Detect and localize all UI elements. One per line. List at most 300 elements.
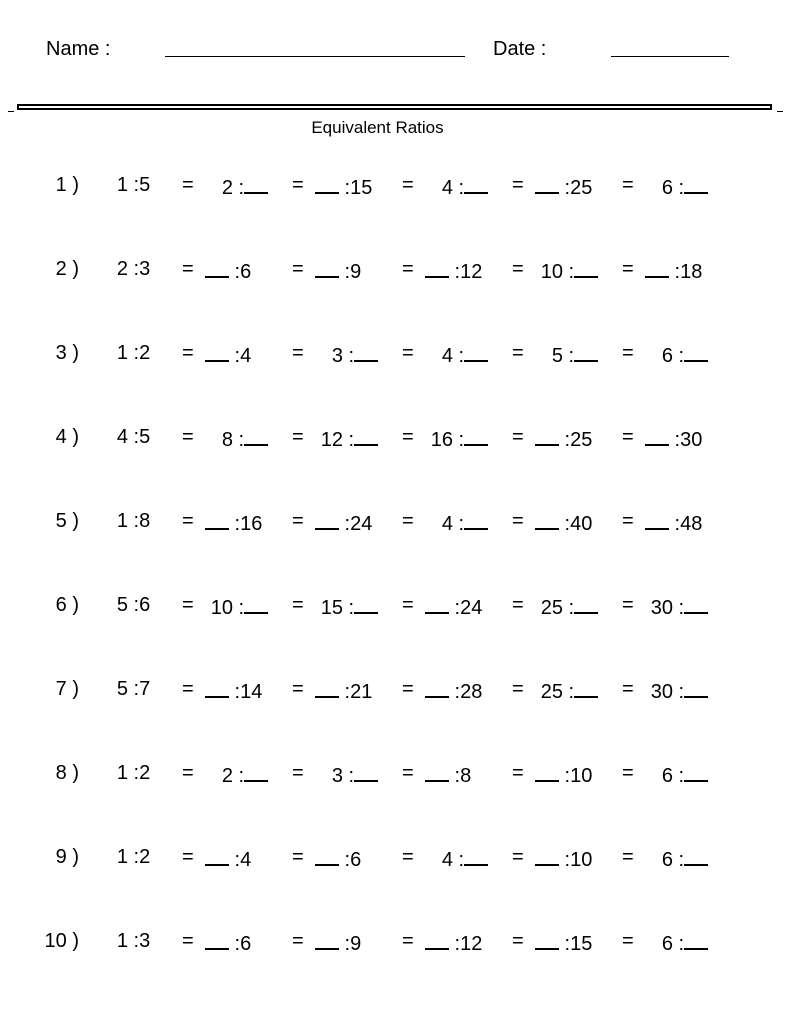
ratio-term: [205, 762, 268, 788]
colon-symbol: :: [339, 177, 351, 199]
ratio-term: [315, 930, 380, 956]
answer-blank[interactable]: [244, 426, 268, 446]
ratio-value: 6: [240, 261, 252, 283]
problem-row: [0, 930, 791, 960]
equals-symbol: =: [622, 342, 634, 364]
ratio-value: 25: [570, 429, 593, 451]
equals-symbol: =: [292, 846, 304, 868]
equals-symbol: =: [512, 762, 524, 784]
ratio-value: 10: [540, 261, 563, 283]
problem-number: 1 ): [55, 174, 79, 196]
answer-blank[interactable]: [205, 846, 229, 866]
ratio-term: [205, 510, 270, 536]
colon-symbol: :: [673, 933, 685, 955]
colon-symbol: :: [233, 177, 245, 199]
ratio-term: [425, 678, 490, 704]
ratio-term: [535, 342, 598, 368]
problem-row: [0, 594, 791, 624]
rule-tick-left: [8, 111, 14, 112]
answer-blank[interactable]: [684, 930, 708, 950]
problem-row: [0, 342, 791, 372]
answer-blank[interactable]: [205, 930, 229, 950]
problem-number: 6 ): [55, 594, 79, 616]
colon-symbol: :: [229, 513, 241, 535]
ratio-term: [100, 174, 169, 197]
answer-blank[interactable]: [354, 594, 378, 614]
problem-number: 5 ): [55, 510, 79, 532]
ratio-term: [100, 846, 169, 869]
answer-blank[interactable]: [535, 174, 559, 194]
answer-blank[interactable]: [315, 678, 339, 698]
colon-symbol: :: [559, 933, 571, 955]
answer-blank[interactable]: [244, 594, 268, 614]
answer-blank[interactable]: [574, 342, 598, 362]
ratio-term: [535, 846, 600, 872]
ratio-term: [535, 258, 598, 284]
name-field[interactable]: [165, 56, 465, 57]
equals-symbol: =: [402, 930, 414, 952]
colon-symbol: :: [673, 177, 685, 199]
ratio-value: 6: [139, 594, 151, 616]
colon-symbol: :: [229, 345, 241, 367]
ratio-term: [425, 846, 488, 872]
answer-blank[interactable]: [315, 510, 339, 530]
colon-symbol: :: [449, 261, 461, 283]
colon-symbol: :: [343, 765, 355, 787]
ratio-term: [100, 258, 169, 281]
equals-symbol: =: [622, 762, 634, 784]
colon-symbol: :: [343, 345, 355, 367]
ratio-term: [315, 342, 378, 368]
ratio-value: 12: [460, 261, 483, 283]
ratio-value: 40: [570, 513, 593, 535]
colon-symbol: :: [128, 174, 140, 196]
problem-number: 7 ): [55, 678, 79, 700]
ratio-value: 21: [350, 681, 373, 703]
ratio-value: 4: [441, 513, 453, 535]
ratio-term: [425, 594, 490, 620]
problem-number: 3 ): [55, 342, 79, 364]
date-field[interactable]: [611, 56, 729, 57]
ratio-value: 3: [331, 765, 343, 787]
problem-number: 9 ): [55, 846, 79, 868]
answer-blank[interactable]: [205, 258, 229, 278]
colon-symbol: :: [128, 342, 140, 364]
ratio-value: 4: [441, 177, 453, 199]
equals-symbol: =: [512, 174, 524, 196]
ratio-term: [645, 846, 708, 872]
equals-symbol: =: [512, 342, 524, 364]
equals-symbol: =: [182, 678, 194, 700]
ratio-value: 15: [570, 933, 593, 955]
equals-symbol: =: [622, 510, 634, 532]
ratio-term: [205, 678, 270, 704]
equals-symbol: =: [182, 594, 194, 616]
equals-symbol: =: [512, 594, 524, 616]
colon-symbol: :: [128, 762, 140, 784]
answer-blank[interactable]: [354, 342, 378, 362]
ratio-term: [100, 510, 169, 533]
ratio-term: [645, 510, 710, 536]
ratio-term: [100, 678, 169, 701]
ratio-term: [425, 930, 490, 956]
ratio-value: 28: [460, 681, 483, 703]
ratio-value: 16: [240, 513, 263, 535]
colon-symbol: :: [673, 345, 685, 367]
ratio-value: 4: [240, 849, 252, 871]
ratio-value: 5: [551, 345, 563, 367]
colon-symbol: :: [128, 594, 140, 616]
colon-symbol: :: [559, 177, 571, 199]
answer-blank[interactable]: [464, 846, 488, 866]
equals-symbol: =: [402, 342, 414, 364]
answer-blank[interactable]: [574, 258, 598, 278]
ratio-term: [315, 846, 380, 872]
ratio-term: [315, 594, 378, 620]
colon-symbol: :: [563, 681, 575, 703]
problem-number: 4 ): [55, 426, 79, 448]
ratio-value: 24: [350, 513, 373, 535]
equals-symbol: =: [182, 930, 194, 952]
ratio-value: 1: [116, 846, 128, 868]
colon-symbol: :: [339, 513, 351, 535]
rule-tick-right: [777, 111, 783, 112]
colon-symbol: :: [453, 429, 465, 451]
ratio-value: 4: [116, 426, 128, 448]
ratio-term: [645, 678, 708, 704]
ratio-term: [205, 930, 270, 956]
equals-symbol: =: [182, 846, 194, 868]
equals-symbol: =: [622, 930, 634, 952]
ratio-value: 3: [139, 258, 151, 280]
ratio-term: [205, 174, 268, 200]
answer-blank[interactable]: [464, 510, 488, 530]
colon-symbol: :: [559, 849, 571, 871]
answer-blank[interactable]: [574, 594, 598, 614]
colon-symbol: :: [233, 765, 245, 787]
colon-symbol: :: [669, 513, 681, 535]
colon-symbol: :: [449, 681, 461, 703]
colon-symbol: :: [229, 681, 241, 703]
colon-symbol: :: [673, 849, 685, 871]
ratio-value: 2: [139, 762, 151, 784]
ratio-term: [645, 594, 708, 620]
ratio-term: [100, 594, 169, 617]
equals-symbol: =: [402, 258, 414, 280]
ratio-term: [205, 426, 268, 452]
equals-symbol: =: [292, 762, 304, 784]
ratio-term: [315, 174, 380, 200]
equals-symbol: =: [512, 678, 524, 700]
ratio-term: [315, 678, 380, 704]
problem-number: 8 ): [55, 762, 79, 784]
colon-symbol: :: [128, 678, 140, 700]
ratio-term: [645, 426, 710, 452]
ratio-value: 2: [139, 342, 151, 364]
ratio-term: [425, 762, 490, 788]
answer-blank[interactable]: [464, 174, 488, 194]
colon-symbol: :: [339, 261, 351, 283]
colon-symbol: :: [343, 597, 355, 619]
colon-symbol: :: [229, 261, 241, 283]
ratio-value: 3: [139, 930, 151, 952]
ratio-term: [535, 594, 598, 620]
ratio-value: 48: [680, 513, 703, 535]
ratio-term: [315, 510, 380, 536]
ratio-value: 5: [139, 426, 151, 448]
ratio-value: 2: [116, 258, 128, 280]
answer-blank[interactable]: [684, 762, 708, 782]
equals-symbol: =: [622, 258, 634, 280]
colon-symbol: :: [128, 930, 140, 952]
ratio-value: 1: [116, 930, 128, 952]
ratio-value: 6: [350, 849, 362, 871]
ratio-value: 6: [661, 177, 673, 199]
ratio-term: [100, 342, 169, 365]
equals-symbol: =: [292, 930, 304, 952]
equals-symbol: =: [402, 426, 414, 448]
colon-symbol: :: [563, 345, 575, 367]
problem-row: [0, 426, 791, 456]
equals-symbol: =: [292, 594, 304, 616]
equals-symbol: =: [512, 510, 524, 532]
equals-symbol: =: [512, 846, 524, 868]
ratio-value: 24: [460, 597, 483, 619]
ratio-term: [535, 678, 598, 704]
ratio-term: [100, 762, 169, 785]
equals-symbol: =: [622, 426, 634, 448]
ratio-value: 30: [650, 597, 673, 619]
ratio-term: [425, 342, 488, 368]
answer-blank[interactable]: [535, 510, 559, 530]
ratio-term: [645, 174, 708, 200]
ratio-term: [535, 510, 600, 536]
equals-symbol: =: [292, 174, 304, 196]
problem-row: [0, 510, 791, 540]
ratio-value: 2: [139, 846, 151, 868]
answer-blank[interactable]: [684, 174, 708, 194]
ratio-term: [315, 762, 378, 788]
equals-symbol: =: [182, 342, 194, 364]
ratio-term: [535, 930, 600, 956]
equals-symbol: =: [292, 510, 304, 532]
ratio-term: [425, 426, 488, 452]
answer-blank[interactable]: [425, 762, 449, 782]
ratio-term: [425, 258, 490, 284]
colon-symbol: :: [128, 846, 140, 868]
equals-symbol: =: [292, 678, 304, 700]
ratio-term: [315, 258, 380, 284]
answer-blank[interactable]: [354, 762, 378, 782]
ratio-value: 25: [540, 681, 563, 703]
colon-symbol: :: [339, 849, 351, 871]
equals-symbol: =: [182, 258, 194, 280]
answer-blank[interactable]: [464, 426, 488, 446]
ratio-term: [425, 174, 488, 200]
ratio-value: 14: [240, 681, 263, 703]
answer-blank[interactable]: [205, 510, 229, 530]
equals-symbol: =: [512, 930, 524, 952]
answer-blank[interactable]: [205, 342, 229, 362]
equals-symbol: =: [292, 342, 304, 364]
ratio-term: [100, 426, 169, 449]
answer-blank[interactable]: [535, 930, 559, 950]
ratio-value: 1: [116, 762, 128, 784]
ratio-value: 6: [661, 849, 673, 871]
colon-symbol: :: [669, 429, 681, 451]
ratio-term: [100, 930, 169, 953]
ratio-term: [315, 426, 378, 452]
answer-blank[interactable]: [354, 426, 378, 446]
answer-blank[interactable]: [425, 594, 449, 614]
ratio-value: 10: [210, 597, 233, 619]
equals-symbol: =: [182, 510, 194, 532]
equals-symbol: =: [622, 678, 634, 700]
answer-blank[interactable]: [315, 846, 339, 866]
ratio-value: 1: [116, 510, 128, 532]
equals-symbol: =: [402, 594, 414, 616]
equals-symbol: =: [512, 426, 524, 448]
ratio-value: 5: [116, 678, 128, 700]
ratio-value: 4: [240, 345, 252, 367]
ratio-value: 1: [116, 342, 128, 364]
date-label: Date :: [493, 38, 547, 60]
problem-row: [0, 762, 791, 792]
equals-symbol: =: [402, 510, 414, 532]
answer-blank[interactable]: [425, 930, 449, 950]
answer-blank[interactable]: [535, 426, 559, 446]
answer-blank[interactable]: [205, 678, 229, 698]
answer-blank[interactable]: [574, 678, 598, 698]
ratio-term: [205, 342, 270, 368]
ratio-value: 2: [221, 765, 233, 787]
equals-symbol: =: [292, 426, 304, 448]
ratio-value: 9: [350, 933, 362, 955]
ratio-term: [645, 762, 708, 788]
ratio-term: [205, 846, 270, 872]
answer-blank[interactable]: [645, 510, 669, 530]
ratio-value: 16: [430, 429, 453, 451]
ratio-value: 30: [650, 681, 673, 703]
equals-symbol: =: [622, 594, 634, 616]
equals-symbol: =: [182, 762, 194, 784]
ratio-term: [645, 930, 708, 956]
header-rule: [17, 104, 772, 110]
ratio-value: 2: [221, 177, 233, 199]
answer-blank[interactable]: [425, 258, 449, 278]
answer-blank[interactable]: [244, 762, 268, 782]
answer-blank[interactable]: [425, 678, 449, 698]
ratio-value: 12: [460, 933, 483, 955]
equals-symbol: =: [512, 258, 524, 280]
ratio-value: 10: [570, 849, 593, 871]
ratio-value: 15: [320, 597, 343, 619]
ratio-term: [535, 762, 600, 788]
answer-blank[interactable]: [244, 174, 268, 194]
colon-symbol: :: [563, 597, 575, 619]
ratio-value: 6: [661, 933, 673, 955]
equals-symbol: =: [622, 846, 634, 868]
colon-symbol: :: [128, 510, 140, 532]
colon-symbol: :: [559, 429, 571, 451]
ratio-value: 5: [139, 174, 151, 196]
ratio-term: [535, 174, 600, 200]
equals-symbol: =: [402, 762, 414, 784]
colon-symbol: :: [128, 258, 140, 280]
answer-blank[interactable]: [315, 174, 339, 194]
ratio-value: 7: [139, 678, 151, 700]
colon-symbol: :: [128, 426, 140, 448]
colon-symbol: :: [229, 933, 241, 955]
colon-symbol: :: [563, 261, 575, 283]
ratio-value: 4: [441, 849, 453, 871]
answer-blank[interactable]: [315, 930, 339, 950]
ratio-value: 30: [680, 429, 703, 451]
ratio-value: 8: [460, 765, 472, 787]
problem-number: 10 ): [44, 930, 79, 952]
answer-blank[interactable]: [684, 846, 708, 866]
name-label: Name :: [46, 38, 111, 60]
equals-symbol: =: [402, 846, 414, 868]
ratio-value: 12: [320, 429, 343, 451]
ratio-term: [535, 426, 600, 452]
colon-symbol: :: [339, 933, 351, 955]
ratio-value: 8: [139, 510, 151, 532]
ratio-value: 4: [441, 345, 453, 367]
ratio-term: [645, 258, 710, 284]
equals-symbol: =: [182, 426, 194, 448]
colon-symbol: :: [673, 765, 685, 787]
colon-symbol: :: [673, 681, 685, 703]
answer-blank[interactable]: [684, 594, 708, 614]
colon-symbol: :: [449, 765, 461, 787]
colon-symbol: :: [339, 681, 351, 703]
answer-blank[interactable]: [645, 258, 669, 278]
ratio-value: 9: [350, 261, 362, 283]
answer-blank[interactable]: [464, 342, 488, 362]
answer-blank[interactable]: [315, 258, 339, 278]
equals-symbol: =: [622, 174, 634, 196]
colon-symbol: :: [559, 765, 571, 787]
ratio-value: 10: [570, 765, 593, 787]
worksheet-title: Equivalent Ratios: [311, 118, 444, 137]
ratio-value: 25: [540, 597, 563, 619]
colon-symbol: :: [233, 429, 245, 451]
answer-blank[interactable]: [684, 342, 708, 362]
ratio-value: 3: [331, 345, 343, 367]
colon-symbol: :: [229, 849, 241, 871]
ratio-term: [645, 342, 708, 368]
problem-row: [0, 678, 791, 708]
problem-number: 2 ): [55, 258, 79, 280]
ratio-value: 1: [116, 174, 128, 196]
answer-blank[interactable]: [535, 846, 559, 866]
answer-blank[interactable]: [535, 762, 559, 782]
problem-row: [0, 174, 791, 204]
ratio-value: 5: [116, 594, 128, 616]
colon-symbol: :: [233, 597, 245, 619]
equals-symbol: =: [402, 678, 414, 700]
ratio-value: 6: [240, 933, 252, 955]
answer-blank[interactable]: [684, 678, 708, 698]
ratio-term: [205, 594, 268, 620]
colon-symbol: :: [449, 933, 461, 955]
ratio-value: 6: [661, 345, 673, 367]
answer-blank[interactable]: [645, 426, 669, 446]
colon-symbol: :: [453, 345, 465, 367]
problem-row: [0, 258, 791, 288]
ratio-term: [205, 258, 270, 284]
